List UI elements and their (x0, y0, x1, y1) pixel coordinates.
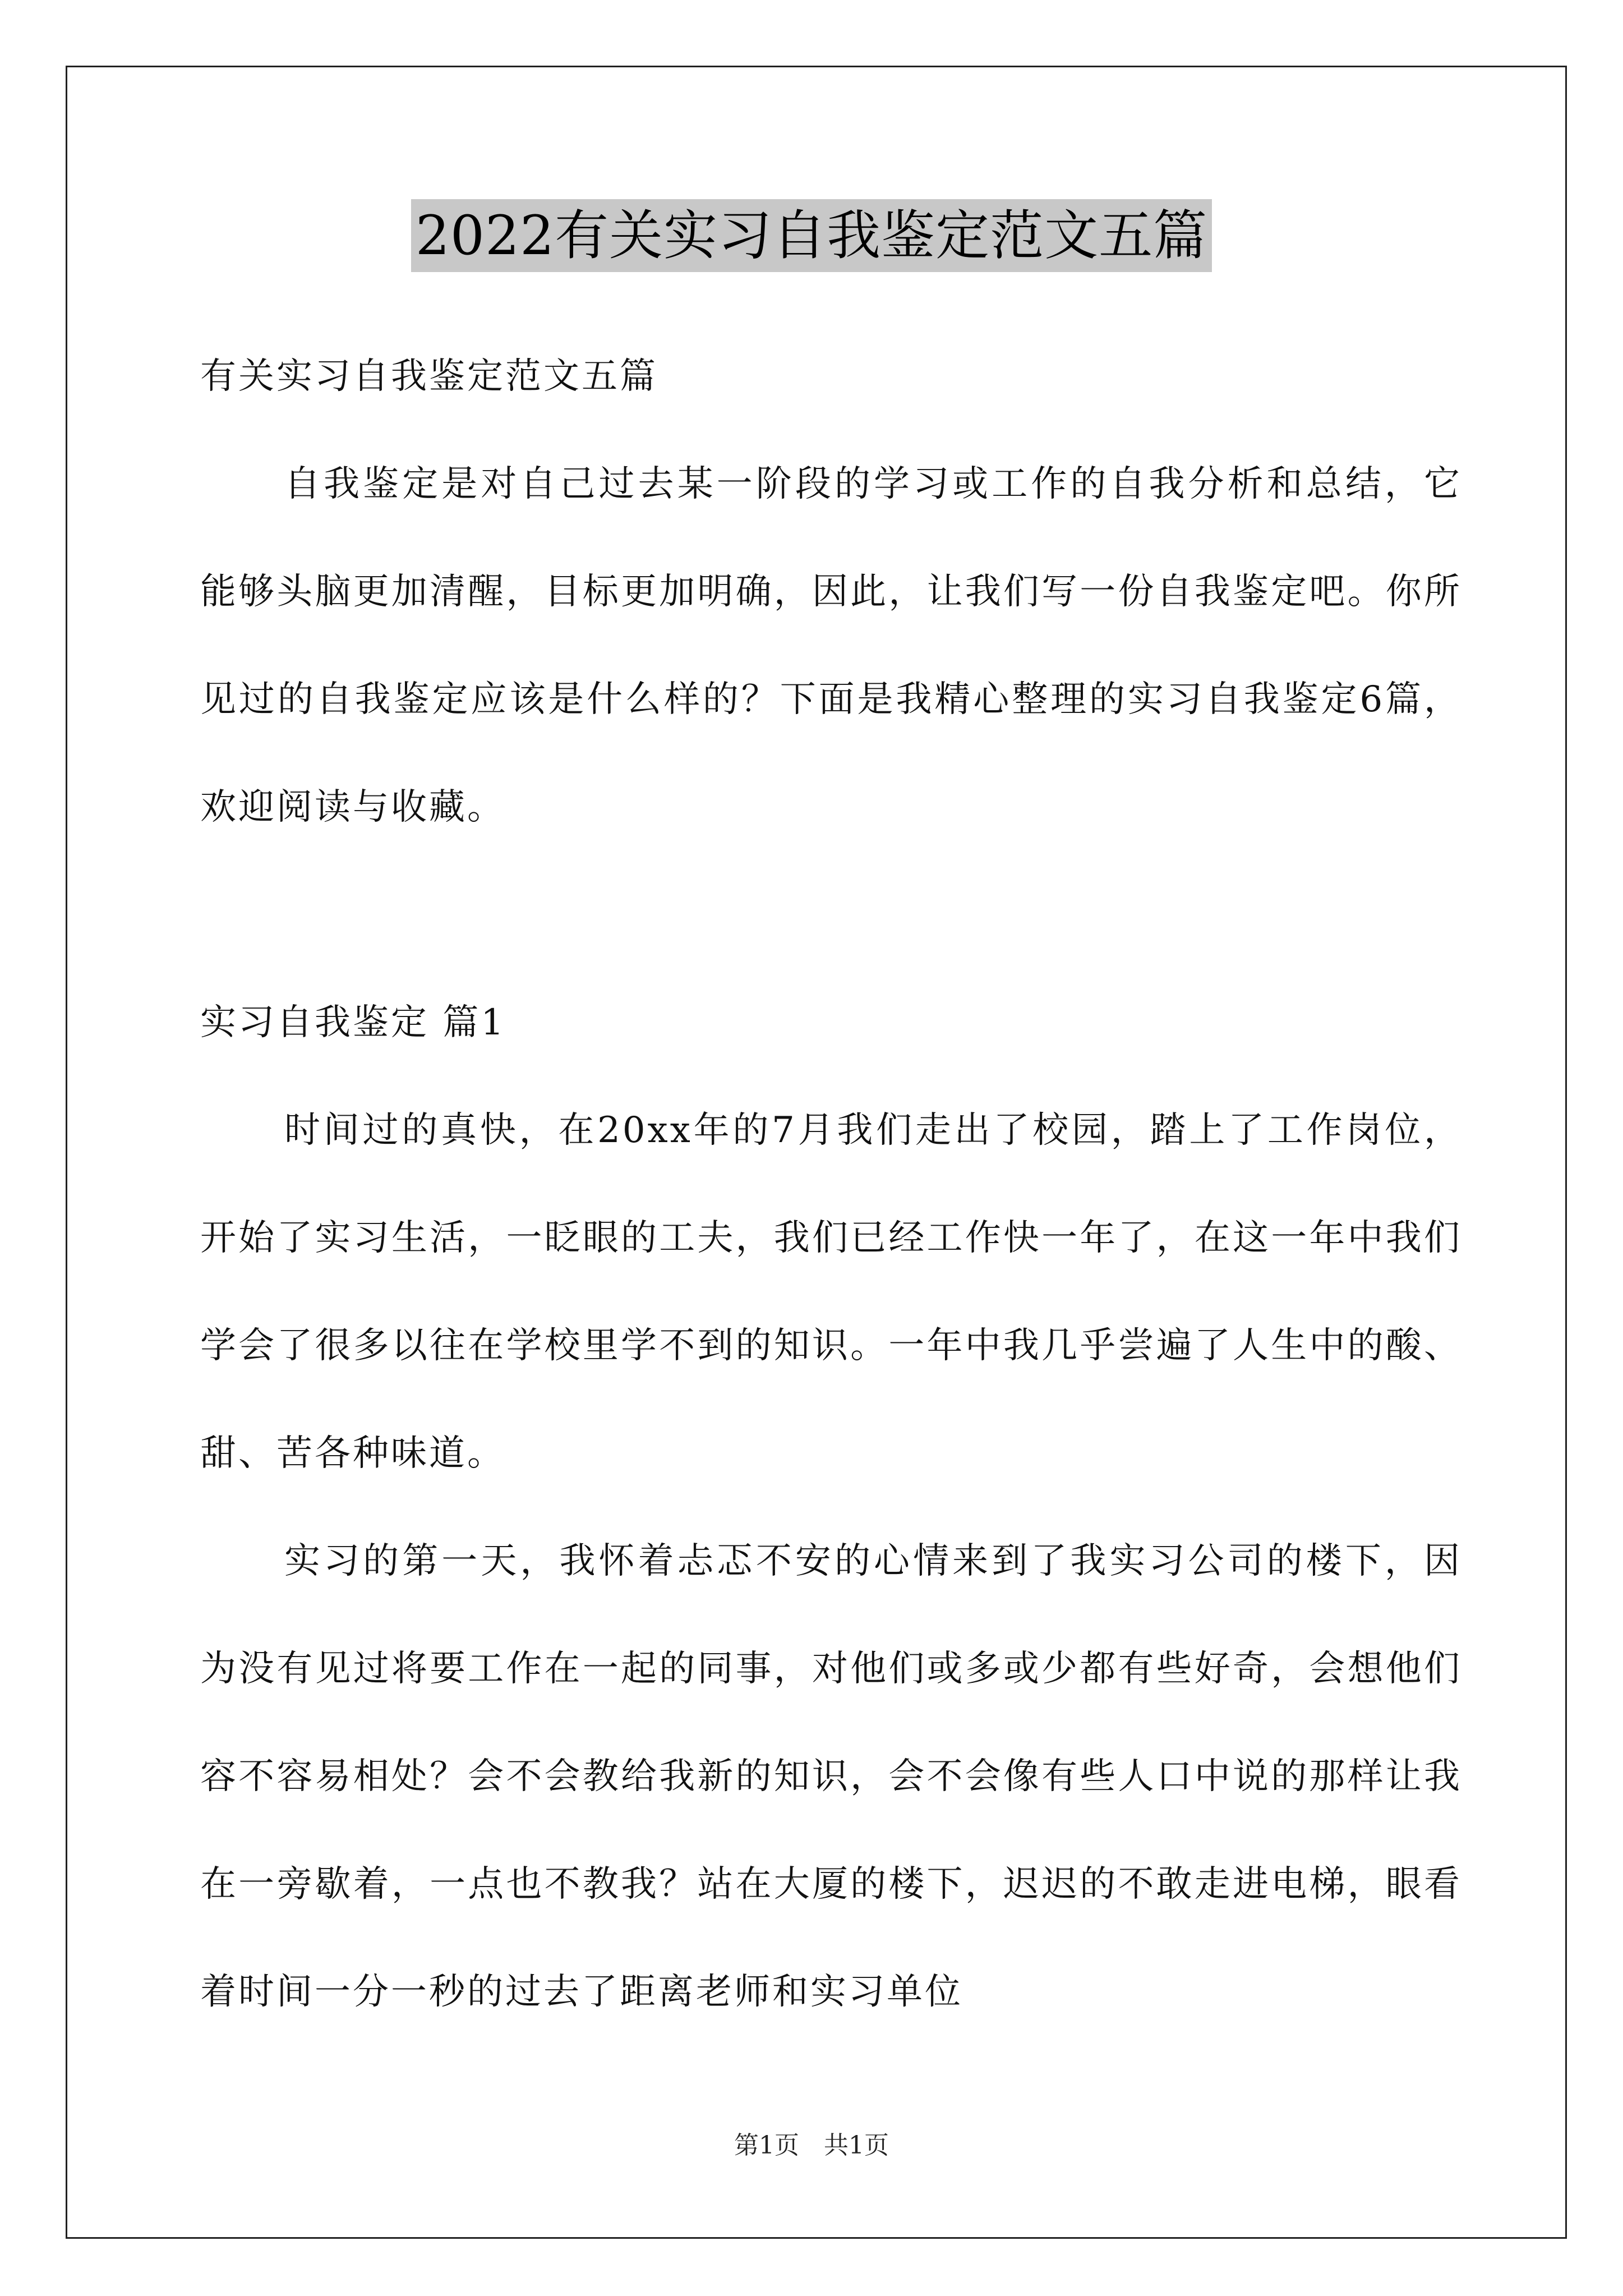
document-body (200, 323, 1462, 2046)
section-spacer (200, 861, 1462, 969)
body-paragraph-2: 实习的第一天，我怀着忐忑不安的心情来到了我实习公司的楼下，因为没有见过将要工作在一起的同事，对他们或多或少都有些好奇，会想他们容不容易相处？会不会教给我新的知识，会不会像有些人口中说的那样让我在一旁歇着，一点也不教我？站在大厦的楼下，迟迟的不敢走进电梯，眼看着时间一分一秒的过去了距离老师和实习单位 (200, 1540, 1462, 2013)
document-title: 2022有关实习自我鉴定范文五篇 (411, 199, 1212, 272)
intro-paragraph: 自我鉴定是对自己过去某一阶段的学习或工作的自我分析和总结，它能够头脑更加清醒，目标更加明确，因此，让我们写一份自我鉴定吧。你所见过的自我鉴定应该是什么样的？下面是我精心整理的实习自我鉴定6篇，欢迎阅读与收藏。 (200, 463, 1462, 828)
section-heading: 实习自我鉴定 篇1 (200, 1002, 506, 1043)
title-container (0, 199, 1623, 272)
document-subtitle: 有关实习自我鉴定范文五篇 (200, 356, 658, 397)
body-paragraph-1: 时间过的真快，在20xx年的7月我们走出了校园，踏上了工作岗位，开始了实习生活，一眨眼的工夫，我们已经工作快一年了，在这一年中我们学会了很多以往在学校里学不到的知识。一年中我几乎尝遍了人生中的酸、甜、苦各种味道。 (200, 1110, 1462, 1474)
page-footer: 第1页 共1页 (734, 2131, 889, 2160)
